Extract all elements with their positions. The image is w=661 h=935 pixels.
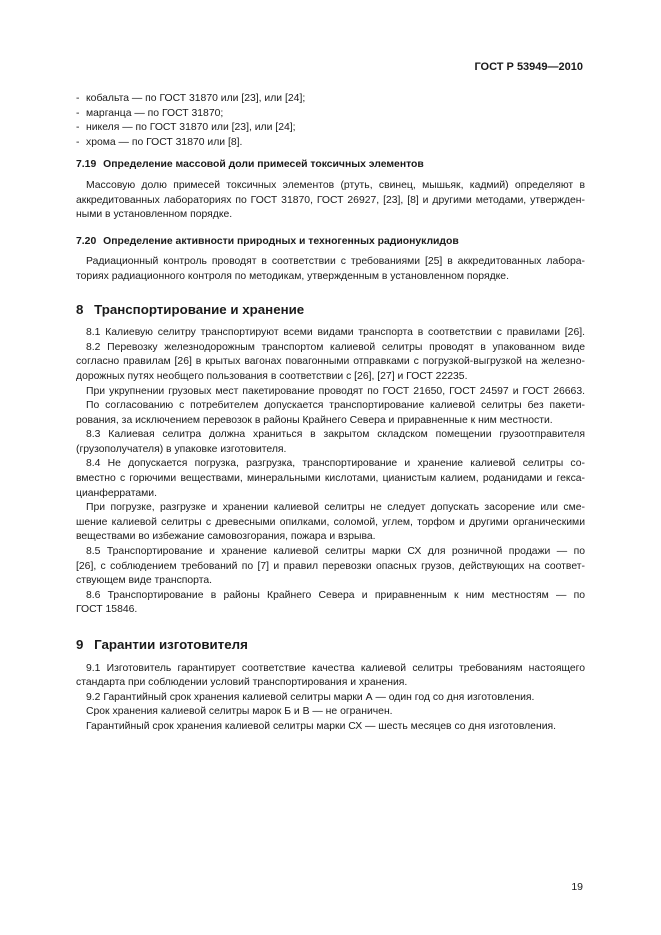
text-line: 9.1 Изготовитель гарантирует соответствие качества калиевой селитры требованиям настоящего: [86, 662, 585, 674]
text-line: 8.1 Калиевую селитру транспортируют всеми видами транспорта в соответствии с правилами [26].: [86, 327, 585, 339]
text-line: вместно с горючими веществами, минеральными кислотами, цианистым калием, роданидами и гекса-: [76, 473, 585, 485]
text-line: [26], с соблюдением требований по [7] и правил перевозки опасных грузов, действующих на соответ-: [76, 560, 585, 572]
text-line: ГОСТ 15846.: [76, 604, 138, 616]
text-line: 9.2 Гарантийный срок хранения калиевой селитры марки А — один год со дня изготовления.: [86, 691, 535, 703]
section-heading-7-20: [76, 235, 585, 250]
text-line: При погрузке, разгрузке и хранении калиевой селитры не следует допускать засорение или сме-: [86, 502, 585, 514]
section-title: Определение активности природных и техногенных радионуклидов: [103, 235, 459, 247]
section-title: Определение массовой доли примесей токсичных элементов: [103, 159, 424, 171]
section-body-7-19: [76, 179, 585, 223]
section-title: Транспортирование и хранение: [94, 301, 305, 317]
text-line: Массовую долю примесей токсичных элементов (ртуть, свинец, мышьяк, кадмий) определяют в: [86, 179, 585, 191]
text-line: шение калиевой селитры с древесными опилками, соломой, углем, торфом и другими органическими: [76, 516, 585, 528]
text-line: 8.3 Калиевая селитра должна храниться в закрытом складском помещении грузоотправителя: [86, 429, 585, 441]
text-line: цианферратами.: [76, 487, 157, 499]
document-header: [0, 60, 661, 75]
text-line: рования, за исключением перевозок в районы Крайнего Севера и приравненные к ним местности.: [76, 414, 553, 426]
text-line: ствующем виде транспорта.: [76, 575, 213, 587]
text-line: ториях радиационного контроля по методикам, утвержденным в установленном порядке.: [76, 270, 509, 282]
text-line: веществами во избежание самовозгорания, пожара и взрыва.: [76, 531, 376, 543]
text-line: аккредитованных лабораториях по ГОСТ 31870, ГОСТ 26927, [23], [8] и другими методами, утвержден-: [76, 194, 585, 206]
element-list: [76, 92, 585, 150]
list-item: - марганца — по ГОСТ 31870;: [76, 107, 224, 119]
section-heading-7-19: [76, 158, 585, 173]
text-line: 8.4 Не допускается погрузка, разгрузка, транспортирование и хранение калиевой селитры со-: [86, 458, 585, 470]
text-line: 8.5 Транспортирование и хранение калиевой селитры марки СХ для розничной продажи — по: [86, 546, 585, 558]
section-number: 7.19: [76, 159, 97, 171]
section-number: 7.20: [76, 235, 97, 247]
text-line: Радиационный контроль проводят в соответствии с требованиями [25] в аккредитованных лабора-: [86, 256, 585, 268]
section-number: 8: [76, 301, 84, 317]
text-line: 8.2 Перевозку железнодорожным транспортом калиевой селитры проводят в упакованном виде: [86, 341, 585, 353]
section-title: Гарантии изготовителя: [94, 637, 248, 652]
section-number: 9: [76, 637, 84, 652]
text-line: (грузополучателя) в упаковке изготовителя.: [76, 443, 287, 455]
list-item: - кобальта — по ГОСТ 31870 или [23], или [24];: [76, 93, 306, 104]
text-line: стандарта при соблюдении условий транспортирования и хранения.: [76, 677, 408, 689]
section-heading-9: [76, 638, 585, 653]
list-item: - хрома — по ГОСТ 31870 или [8].: [76, 136, 243, 148]
text-line: Гарантийный срок хранения калиевой селитры марки СХ — шесть месяцев со дня изготовления.: [86, 720, 557, 732]
list-item: - никеля — по ГОСТ 31870 или [23], или [24];: [76, 122, 296, 134]
document-id: ГОСТ Р 53949—2010: [474, 61, 583, 73]
text-line: Срок хранения калиевой селитры марок Б и В — не ограничен.: [86, 706, 393, 718]
section-heading-8: [76, 303, 585, 318]
page-number: 19: [571, 881, 583, 893]
section-body-7-20: [76, 255, 585, 284]
text-line: дорожных путях необщего пользования в соответствии с [26], [27] и ГОСТ 22235.: [76, 370, 468, 382]
section-body-9: [76, 662, 585, 735]
text-line: По согласованию с потребителем допускается транспортирование калиевой селитры без пакети-: [86, 400, 585, 412]
text-line: При укрупнении грузовых мест пакетирование проводят по ГОСТ 21650, ГОСТ 24597 и ГОСТ 26663.: [86, 385, 585, 397]
text-line: 8.6 Транспортирование в районы Крайнего Севера и приравненным к ним местностям — по: [86, 589, 585, 601]
text-line: согласно правилам [26] в крытых вагонах повагонными отправками с погрузкой-выгрузкой на железно-: [76, 356, 585, 368]
page-content: [76, 92, 585, 735]
text-line: ными в установленном порядке.: [76, 209, 233, 221]
section-body-8: [76, 326, 585, 618]
